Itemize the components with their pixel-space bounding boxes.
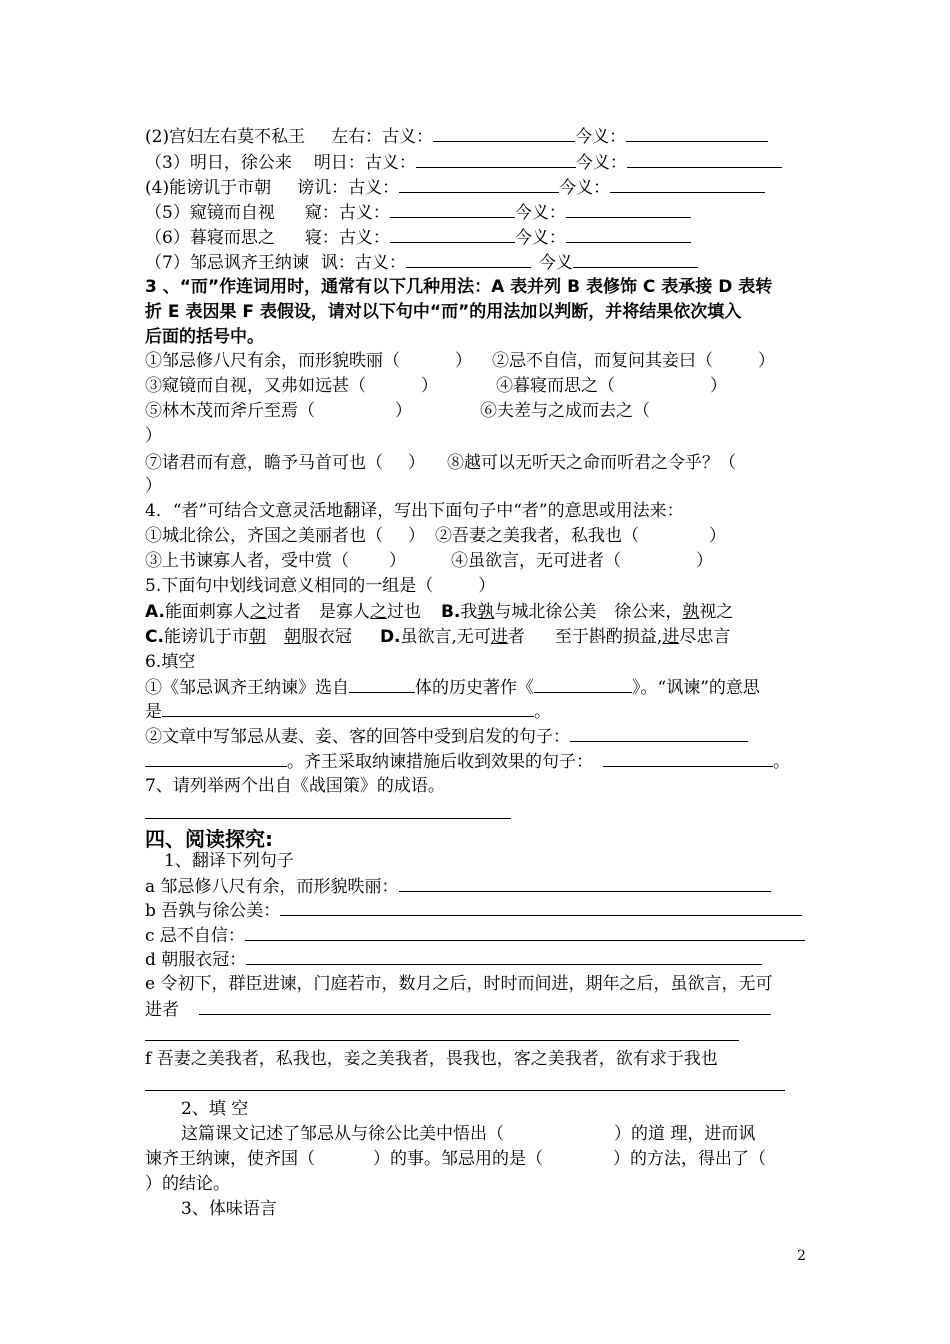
translate-e-line-2: 进者 (145, 997, 771, 1022)
q3-line-1: 3 、“而”作连词用时，通常有以下几种用法：A 表并列 B 表修饰 C 表承接 D 表转 (145, 277, 773, 297)
fill-line-2: 谏齐王纳谏，使齐国（ ）的事。邹忌用的是（ ）的方法，得出了（ (145, 1149, 766, 1169)
q3-row-4-wrap: ） (145, 476, 162, 496)
translate-f: f 吾妻之美我者，私我也，妾之美我者，畏我也，客之美我者，欲有求于我也 (145, 1049, 718, 1069)
answer-blank[interactable] (566, 200, 691, 218)
q6-line-3: ②文章中写邹忌从妻、妾、客的回答中受到启发的句子： (145, 724, 748, 749)
answer-blank[interactable] (573, 250, 698, 268)
taste-title: 3、体味语言 (181, 1199, 277, 1219)
q5-option-ab: A.能面刺寡人之过者 是寡人之过也 B.我孰与城北徐公美 徐公来，孰视之 (145, 602, 734, 622)
answer-blank[interactable] (534, 675, 632, 693)
fill-line-1: 这篇课文记述了邹忌从与徐公比美中悟出（ ）的道 理，进而讽 (181, 1124, 756, 1144)
q4-row-1: ①城北徐公，齐国之美丽者也（ ） ②吾妻之美我者，私我也（ ） (145, 526, 726, 546)
q2-item-3: （3）明日，徐公来 明日：古义： 今义： (145, 150, 782, 175)
answer-blank[interactable] (199, 997, 771, 1015)
translate-c: c 忌不自信： (145, 923, 805, 948)
q3-line-2: 折 E 表因果 F 表假设，请对以下句中“而”的用法加以判断，并将结果依次填入 (145, 302, 742, 322)
q3-line-3: 后面的括号中。 (145, 327, 264, 347)
q4-row-2: ③上书谏寡人者，受中赏（ ） ④虽欲言，无可进者（ ） (145, 551, 713, 571)
answer-blank[interactable] (570, 724, 748, 742)
answer-blank[interactable] (399, 874, 771, 892)
q2-item-2: (2)宫妇左右莫不私王 左右：古义： 今义： (145, 124, 768, 149)
answer-blank[interactable] (433, 124, 575, 142)
page-number: 2 (797, 1248, 806, 1264)
answer-blank[interactable] (245, 923, 805, 941)
answer-blank[interactable] (349, 675, 415, 693)
translate-b: b 吾孰与徐公美： (145, 898, 802, 923)
answer-blank[interactable] (566, 225, 691, 243)
translate-e-answer-line[interactable] (145, 1040, 739, 1041)
q6-title: 6.填空 (145, 652, 196, 672)
fill-title: 2、填 空 (181, 1099, 249, 1119)
answer-blank[interactable] (416, 150, 576, 168)
translate-e-line-1: e 令初下，群臣进谏，门庭若市，数月之后，时时而间进，期年之后，虽欲言，无可 (145, 974, 773, 994)
q6-line-2: 是 。 (145, 699, 551, 724)
q5-option-cd: C.能谤讥于市朝 朝服衣冠 D.虽欲言,无可进者 至于斟酌损益,进尽忠言 (145, 627, 731, 647)
q7-answer-line[interactable] (145, 818, 511, 819)
q2-item-6: （6）暮寝而思之 寝：古义： 今义： (145, 225, 691, 250)
q6-line-1: ①《邹忌讽齐王纳谏》选自 体的历史著作《 》。“讽谏”的意思 (145, 675, 760, 700)
translate-a: a 邹忌修八尺有余，而形貌昳丽： (145, 874, 771, 899)
answer-blank[interactable] (626, 124, 768, 142)
fill-line-3: ）的结论。 (145, 1174, 230, 1194)
answer-blank[interactable] (162, 699, 534, 717)
q3-row-4: ⑦诸君而有意，瞻予马首可也（ ） ⑧越可以无听天之命而听君之令乎？（ (145, 453, 736, 473)
translate-f-answer-line[interactable] (145, 1090, 785, 1091)
translate-title: 1、翻译下列句子 (164, 851, 294, 871)
answer-blank[interactable] (390, 200, 515, 218)
answer-blank[interactable] (145, 749, 287, 767)
q2-item-5: （5）窥镜而自视 窥：古义： 今义： (145, 200, 691, 225)
section-heading: 四、阅读探究: (145, 827, 273, 851)
q3-row-3: ⑤林木茂而斧斤至焉（ ） ⑥夫差与之成而去之（ (145, 401, 650, 421)
answer-blank[interactable] (610, 175, 765, 193)
answer-blank[interactable] (246, 947, 762, 965)
q3-row-3-wrap: ） (145, 426, 162, 446)
answer-blank[interactable] (627, 150, 782, 168)
q7-title: 7、请列举两个出自《战国策》的成语。 (145, 776, 445, 796)
translate-d: d 朝服衣冠： (145, 947, 762, 972)
answer-blank[interactable] (603, 749, 773, 767)
q2-item-4: (4)能谤讥于市朝 谤讥：古义： 今义： (145, 175, 765, 200)
q2-item-7: （7）邹忌讽齐王纳谏 讽：古义： 今义 (145, 250, 698, 275)
q6-line-4: 。齐王采取纳谏措施后收到效果的句子： 。 (145, 749, 790, 774)
q4-title: 4．“者”可结合文意灵活地翻译，写出下面句子中“者”的意思或用法来： (145, 501, 684, 521)
q5-title: 5.下面句中划线词意义相同的一组是（ ） (145, 576, 496, 596)
answer-blank[interactable] (280, 898, 802, 916)
q3-row-2: ③窥镜而自视，又弗如远甚（ ） ④暮寝而思之（ ） (145, 376, 727, 396)
answer-blank[interactable] (390, 225, 515, 243)
answer-blank[interactable] (399, 175, 559, 193)
answer-blank[interactable] (406, 250, 531, 268)
q3-row-1: ①邹忌修八尺有余，而形貌昳丽（ ） ②忌不自信，而复问其妾曰（ ） (145, 351, 775, 371)
